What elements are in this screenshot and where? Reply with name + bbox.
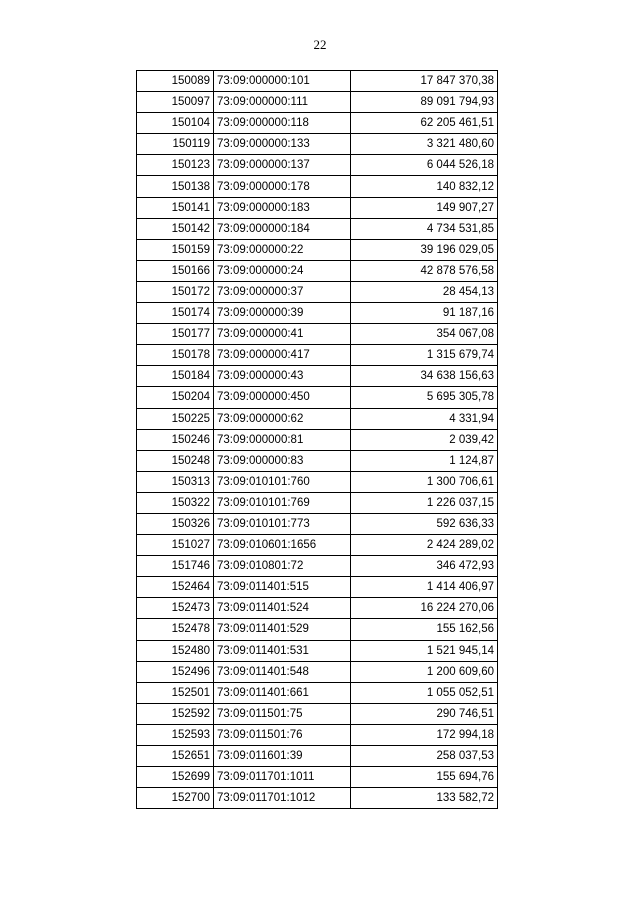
row-id-cell: 152478 (137, 619, 214, 640)
cadastral-number-cell: 73:09:010801:72 (214, 556, 351, 577)
value-cell: 34 638 156,63 (351, 366, 498, 387)
row-id-cell: 150204 (137, 387, 214, 408)
table-row (137, 429, 498, 450)
table-row (137, 492, 498, 513)
row-id-cell: 150123 (137, 155, 214, 176)
cadastral-number-cell: 73:09:010101:760 (214, 471, 351, 492)
cadastral-number-cell: 73:09:000000:184 (214, 218, 351, 239)
value-cell: 89 091 794,93 (351, 92, 498, 113)
row-id-cell: 150246 (137, 429, 214, 450)
row-id-cell: 150097 (137, 92, 214, 113)
value-cell: 172 994,18 (351, 724, 498, 745)
cadastral-number-cell: 73:09:000000:39 (214, 303, 351, 324)
table-row (137, 218, 498, 239)
value-cell: 1 055 052,51 (351, 682, 498, 703)
cadastral-number-cell: 73:09:000000:37 (214, 281, 351, 302)
row-id-cell: 152592 (137, 703, 214, 724)
row-id-cell: 150119 (137, 134, 214, 155)
row-id-cell: 150174 (137, 303, 214, 324)
value-cell: 140 832,12 (351, 176, 498, 197)
row-id-cell: 150177 (137, 324, 214, 345)
cadastral-number-cell: 73:09:011501:76 (214, 724, 351, 745)
row-id-cell: 150104 (137, 113, 214, 134)
table-row (137, 92, 498, 113)
row-id-cell: 152464 (137, 577, 214, 598)
value-cell: 91 187,16 (351, 303, 498, 324)
cadastral-number-cell: 73:09:000000:137 (214, 155, 351, 176)
table-row (137, 303, 498, 324)
table-body (137, 71, 498, 809)
cadastral-number-cell: 73:09:011401:661 (214, 682, 351, 703)
value-cell: 592 636,33 (351, 513, 498, 534)
row-id-cell: 150172 (137, 281, 214, 302)
row-id-cell: 150225 (137, 408, 214, 429)
row-id-cell: 152699 (137, 767, 214, 788)
table-row (137, 577, 498, 598)
cadastral-number-cell: 73:09:011401:529 (214, 619, 351, 640)
value-cell: 62 205 461,51 (351, 113, 498, 134)
row-id-cell: 152496 (137, 661, 214, 682)
value-cell: 1 521 945,14 (351, 640, 498, 661)
value-cell: 5 695 305,78 (351, 387, 498, 408)
row-id-cell: 150166 (137, 260, 214, 281)
table-row (137, 682, 498, 703)
table-row (137, 113, 498, 134)
table-row (137, 767, 498, 788)
table-row (137, 134, 498, 155)
cadastral-number-cell: 73:09:000000:101 (214, 71, 351, 92)
row-id-cell: 151746 (137, 556, 214, 577)
cadastral-number-cell: 73:09:000000:450 (214, 387, 351, 408)
cadastral-number-cell: 73:09:011601:39 (214, 746, 351, 767)
table-row (137, 281, 498, 302)
row-id-cell: 150184 (137, 366, 214, 387)
value-cell: 28 454,13 (351, 281, 498, 302)
value-cell: 4 734 531,85 (351, 218, 498, 239)
cadastral-number-cell: 73:09:000000:24 (214, 260, 351, 281)
table-row (137, 619, 498, 640)
cadastral-number-cell: 73:09:000000:178 (214, 176, 351, 197)
row-id-cell: 151027 (137, 535, 214, 556)
value-cell: 149 907,27 (351, 197, 498, 218)
cadastral-number-cell: 73:09:000000:43 (214, 366, 351, 387)
row-id-cell: 150178 (137, 345, 214, 366)
cadastral-number-cell: 73:09:011401:515 (214, 577, 351, 598)
cadastral-number-cell: 73:09:000000:183 (214, 197, 351, 218)
cadastral-number-cell: 73:09:010601:1656 (214, 535, 351, 556)
table-row (137, 471, 498, 492)
value-cell: 155 162,56 (351, 619, 498, 640)
table-row (137, 513, 498, 534)
row-id-cell: 152700 (137, 788, 214, 809)
cadastral-number-cell: 73:09:000000:81 (214, 429, 351, 450)
table-row (137, 260, 498, 281)
row-id-cell: 150248 (137, 450, 214, 471)
table-row (137, 556, 498, 577)
cadastral-number-cell: 73:09:011501:75 (214, 703, 351, 724)
cadastral-number-cell: 73:09:011401:524 (214, 598, 351, 619)
cadastral-number-cell: 73:09:000000:22 (214, 239, 351, 260)
value-cell: 6 044 526,18 (351, 155, 498, 176)
table-row (137, 788, 498, 809)
value-cell: 354 067,08 (351, 324, 498, 345)
cadastral-number-cell: 73:09:000000:417 (214, 345, 351, 366)
row-id-cell: 150141 (137, 197, 214, 218)
cadastral-number-cell: 73:09:000000:62 (214, 408, 351, 429)
value-cell: 133 582,72 (351, 788, 498, 809)
row-id-cell: 152480 (137, 640, 214, 661)
row-id-cell: 152501 (137, 682, 214, 703)
row-id-cell: 150313 (137, 471, 214, 492)
value-cell: 2 424 289,02 (351, 535, 498, 556)
row-id-cell: 152651 (137, 746, 214, 767)
value-cell: 1 315 679,74 (351, 345, 498, 366)
table-row (137, 71, 498, 92)
value-cell: 1 414 406,97 (351, 577, 498, 598)
cadastral-number-cell: 73:09:000000:133 (214, 134, 351, 155)
table-row (137, 661, 498, 682)
row-id-cell: 150089 (137, 71, 214, 92)
cadastral-number-cell: 73:09:010101:773 (214, 513, 351, 534)
table-row (137, 197, 498, 218)
row-id-cell: 152473 (137, 598, 214, 619)
table-row (137, 598, 498, 619)
table-row (137, 387, 498, 408)
cadastral-number-cell: 73:09:011401:531 (214, 640, 351, 661)
row-id-cell: 152593 (137, 724, 214, 745)
table-row (137, 408, 498, 429)
row-id-cell: 150142 (137, 218, 214, 239)
value-cell: 3 321 480,60 (351, 134, 498, 155)
value-cell: 1 300 706,61 (351, 471, 498, 492)
table-row (137, 239, 498, 260)
table-row (137, 155, 498, 176)
value-cell: 1 226 037,15 (351, 492, 498, 513)
cadastral-number-cell: 73:09:000000:118 (214, 113, 351, 134)
value-cell: 39 196 029,05 (351, 239, 498, 260)
value-cell: 17 847 370,38 (351, 71, 498, 92)
cadastral-number-cell: 73:09:000000:41 (214, 324, 351, 345)
cadastral-number-cell: 73:09:011701:1012 (214, 788, 351, 809)
value-cell: 258 037,53 (351, 746, 498, 767)
cadastral-number-cell: 73:09:011401:548 (214, 661, 351, 682)
value-cell: 16 224 270,06 (351, 598, 498, 619)
row-id-cell: 150138 (137, 176, 214, 197)
cadastral-number-cell: 73:09:010101:769 (214, 492, 351, 513)
table-row (137, 724, 498, 745)
row-id-cell: 150322 (137, 492, 214, 513)
table-row (137, 703, 498, 724)
table-row (137, 535, 498, 556)
table-row (137, 324, 498, 345)
table-row (137, 450, 498, 471)
cadastral-number-cell: 73:09:000000:111 (214, 92, 351, 113)
page-number: 22 (313, 37, 327, 52)
value-cell: 1 124,87 (351, 450, 498, 471)
value-cell: 155 694,76 (351, 767, 498, 788)
row-id-cell: 150326 (137, 513, 214, 534)
value-cell: 290 746,51 (351, 703, 498, 724)
table-row (137, 746, 498, 767)
cadastral-number-cell: 73:09:000000:83 (214, 450, 351, 471)
table-row (137, 345, 498, 366)
value-cell: 2 039,42 (351, 429, 498, 450)
value-cell: 42 878 576,58 (351, 260, 498, 281)
value-cell: 4 331,94 (351, 408, 498, 429)
data-table (136, 70, 498, 809)
cadastral-number-cell: 73:09:011701:1011 (214, 767, 351, 788)
row-id-cell: 150159 (137, 239, 214, 260)
value-cell: 346 472,93 (351, 556, 498, 577)
table-row (137, 366, 498, 387)
table-row (137, 176, 498, 197)
value-cell: 1 200 609,60 (351, 661, 498, 682)
table-row (137, 640, 498, 661)
